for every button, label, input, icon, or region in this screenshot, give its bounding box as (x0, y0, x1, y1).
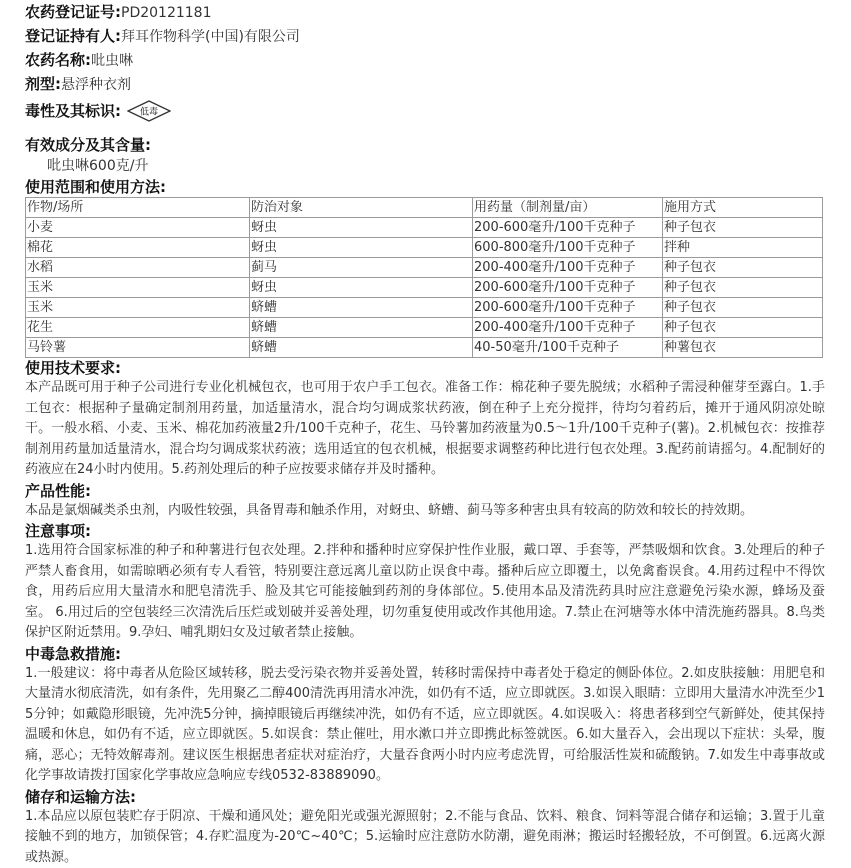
usage-col-target: 防治对象 (250, 198, 473, 218)
performance-text: 本品是氯烟碱类杀虫剂，内吸性较强，具备胃毒和触杀作用，对蚜虫、蛴螬、蓟马等多种害虫具有较高的防效和较长的持效期。 (25, 501, 825, 522)
performance-heading: 产品性能: (25, 481, 825, 501)
usage-cell-method: 种子包衣 (663, 218, 823, 238)
formulation-label: 剂型: (25, 72, 61, 96)
usage-cell-dosage: 200-400毫升/100千克种子 (473, 318, 663, 338)
pesticide-name-label: 农药名称: (25, 48, 91, 72)
technique-heading: 使用技术要求: (25, 358, 825, 378)
cert-number-label: 农药登记证号: (25, 0, 121, 24)
usage-cell-target: 蓟马 (250, 258, 473, 278)
usage-col-dosage: 用药量（制剂量/亩） (473, 198, 663, 218)
storage-text: 1.本品应以原包装贮存于阴凉、干燥和通风处；避免阳光或强光源照射；2.不能与食品、饮料、粮食、饲料等混合储存和运输；3.置于儿童接触不到的地方，加锁保管；4.存贮温度为-20℃~40℃；5.运输时应注意防水防潮，避免雨淋；搬运时轻搬轻放，不可倒置。6.远离火源或热源。 (25, 807, 825, 868)
usage-cell-dosage: 40-50毫升/100千克种子 (473, 338, 663, 358)
technique-text: 本产品既可用于种子公司进行专业化机械包衣，也可用于农户手工包衣。准备工作：棉花种子要先脱绒；水稻种子需浸种催芽至露白。1.手工包衣：根据种子量确定制剂用药量，加适量清水，混合均匀调成浆状药液，倒在种子上充分搅拌，待均匀着药后，摊开于通风阴凉处晾干。一般水稻、小麦、玉米、棉花加药液量2升/100千克种子，花生、马铃薯加药液量为0.5～1升/100千克种子(薯)。2.机械包衣：按推荐制剂用药量加适量清水，混合均匀调成浆状药液；选用适宜的包衣机械，根据要求调整药种比进行包衣处理。3.配药前请摇匀。4.配制好的药液应在24小时内使用。5.药剂处理后的种子应按要求储存并及时播种。 (25, 378, 825, 481)
usage-cell-dosage: 600-800毫升/100千克种子 (473, 238, 663, 258)
usage-table-body (26, 198, 823, 358)
first-aid-heading: 中毒急救措施: (25, 644, 825, 664)
usage-col-method: 施用方式 (663, 198, 823, 218)
storage-heading: 储存和运输方法: (25, 787, 825, 807)
holder-value: 拜耳作物科学(中国)有限公司 (121, 25, 300, 49)
formulation-row (25, 72, 825, 96)
usage-cell-crop: 棉花 (26, 238, 250, 258)
holder-row (25, 24, 825, 48)
pesticide-name-row (25, 48, 825, 72)
usage-cell-crop: 花生 (26, 318, 250, 338)
toxicity-row (25, 96, 825, 126)
usage-cell-target: 蚜虫 (250, 278, 473, 298)
usage-table-row (26, 218, 823, 238)
usage-cell-crop: 马铃薯 (26, 338, 250, 358)
usage-cell-crop: 玉米 (26, 298, 250, 318)
precautions-heading: 注意事项: (25, 521, 825, 541)
pesticide-name-value: 吡虫啉 (91, 49, 133, 73)
usage-cell-method: 种薯包衣 (663, 338, 823, 358)
usage-cell-method: 种子包衣 (663, 258, 823, 278)
ingredient-heading: 有效成分及其含量: (25, 135, 825, 155)
low-toxicity-badge (127, 100, 171, 122)
usage-cell-target: 蛴螬 (250, 318, 473, 338)
usage-cell-method: 种子包衣 (663, 318, 823, 338)
toxicity-label: 毒性及其标识: (25, 96, 121, 126)
usage-cell-method: 拌种 (663, 238, 823, 258)
usage-cell-target: 蚜虫 (250, 218, 473, 238)
usage-table-row (26, 318, 823, 338)
usage-cell-crop: 水稻 (26, 258, 250, 278)
usage-cell-dosage: 200-600毫升/100千克种子 (473, 218, 663, 238)
usage-cell-method: 种子包衣 (663, 278, 823, 298)
label-document (25, 0, 825, 868)
low-toxicity-badge-text: 低毒 (140, 106, 158, 118)
usage-cell-target: 蛴螬 (250, 338, 473, 358)
cert-number-row (25, 0, 825, 24)
usage-table-row (26, 258, 823, 278)
holder-label: 登记证持有人: (25, 24, 121, 48)
usage-cell-target: 蚜虫 (250, 238, 473, 258)
usage-table-row (26, 278, 823, 298)
formulation-value: 悬浮种衣剂 (61, 73, 131, 97)
usage-cell-method: 种子包衣 (663, 298, 823, 318)
usage-cell-target: 蛴螬 (250, 298, 473, 318)
usage-cell-dosage: 200-400毫升/100千克种子 (473, 258, 663, 278)
usage-table-row (26, 298, 823, 318)
usage-cell-crop: 玉米 (26, 278, 250, 298)
first-aid-text: 1.一般建议：将中毒者从危险区域转移，脱去受污染衣物并妥善处置，转移时需保持中毒者处于稳定的侧卧体位。2.如皮肤接触：用肥皂和大量清水彻底清洗，如有条件，先用聚乙二醇400清洗再用清水冲洗，如仍有不适，应立即就医。3.如误入眼睛：立即用大量清水冲洗至少15分钟；如戴隐形眼镜，先冲洗5分钟，摘掉眼镜后再继续冲洗，如仍有不适，应立即就医。4.如误吸入：将患者移到空气新鲜处，使其保持温暖和休息，如仍有不适，应立即就医。5.如误食：禁止催吐，用水漱口并立即携此标签就医。6.如大量吞入，会出现以下症状：头晕，腹痛，恶心；无特效解毒剂。建议医生根据患者症状对症治疗，大量吞食两小时内应考虑洗胃，可给服活性炭和硫酸钠。7.如发生中毒事故或化学事故请拨打国家化学事故应急响应专线0532-83889090。 (25, 664, 825, 787)
usage-cell-crop: 小麦 (26, 218, 250, 238)
usage-cell-dosage: 200-600毫升/100千克种子 (473, 278, 663, 298)
usage-table-row (26, 238, 823, 258)
usage-table (25, 197, 823, 358)
cert-number-value: PD20121181 (121, 1, 211, 25)
usage-cell-dosage: 200-600毫升/100千克种子 (473, 298, 663, 318)
usage-col-crop: 作物/场所 (26, 198, 250, 218)
ingredient-content: 吡虫啉600克/升 (25, 155, 825, 177)
precautions-text: 1.选用符合国家标准的种子和种薯进行包衣处理。2.拌种和播种时应穿保护性作业服，戴口罩、手套等，严禁吸烟和饮食。3.处理后的种子严禁人畜食用，如需晾晒必须有专人看管，特别要注意远离儿童以防止误食中毒。播种后应立即覆土，以免禽畜误食。4.用药过程中不得饮食，用药后应用大量清水和肥皂清洗手、脸及其它可能接触到药剂的身体部位。5.使用本品及清洗药具时应注意避免污染水源，蜂场及蚕室。 6.用过后的空包装经三次清洗后压烂或划破并妥善处理，切勿重复使用或改作其他用途。7.禁止在河塘等水体中清洗施药器具。8.鸟类保护区附近禁用。9.孕妇、哺乳期妇女及过敏者禁止接触。 (25, 541, 825, 644)
usage-table-header-row (26, 198, 823, 218)
usage-heading: 使用范围和使用方法: (25, 177, 825, 197)
usage-table-row (26, 338, 823, 358)
